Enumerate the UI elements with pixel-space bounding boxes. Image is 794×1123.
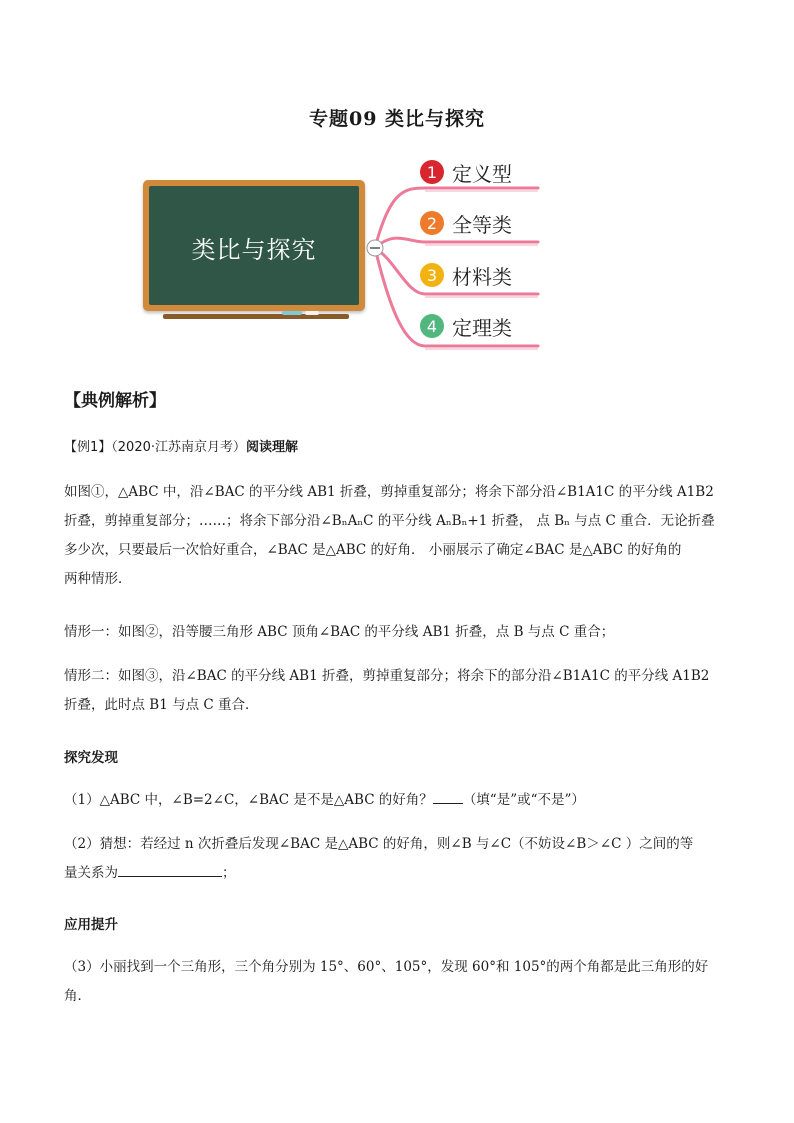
answer-blank-1[interactable] — [433, 790, 463, 804]
chalk-white — [305, 311, 319, 315]
section-heading: 【典例解析】 — [64, 391, 166, 411]
mindmap-branch-3 — [420, 261, 512, 289]
branch-label-2: 全等类 — [452, 212, 512, 237]
intro-line-1: 如图①，△ABC 中，沿∠BAC 的平分线 AB1 折叠，剪掉重复部分；将余下部分沿∠B1A1C 的平分线 A1B2 — [64, 484, 714, 500]
question-1-hint: （填“是”或“不是”） — [462, 792, 585, 808]
answer-blank-2[interactable] — [118, 863, 222, 877]
intro-line-4: 两种情形． — [64, 571, 132, 587]
question-2-line-1: （2）猜想：若经过 n 次折叠后发现∠BAC 是△ABC 的好角，则∠B 与∠C（不妨设∠B＞∠C ）之间的等 — [64, 836, 694, 852]
case-two-line-2: 折叠，此时点 B1 与点 C 重合． — [64, 697, 259, 713]
example-kind: 阅读理解 — [246, 440, 299, 455]
example-header — [64, 433, 732, 462]
question-1-text: （1）△ABC 中，∠B=2∠C，∠BAC 是不是△ABC 的好角？ — [64, 792, 433, 808]
mindmap-branch-2 — [420, 209, 512, 237]
chalk-ledge — [163, 314, 349, 319]
case-two-line-1: 情形二：如图③，沿∠BAC 的平分线 AB1 折叠，剪掉重复部分；将余下的部分沿∠B1A1C 的平分线 A1B2 — [64, 668, 710, 684]
blackboard-frame — [143, 180, 365, 311]
connector-2 — [375, 238, 538, 248]
branch-label-1: 定义型 — [452, 161, 512, 186]
apply-heading: 应用提升 — [64, 917, 118, 933]
intro-paragraph — [64, 478, 732, 594]
example-source: （2020·江苏南京月考） — [111, 440, 246, 455]
branch-number-4: 4 — [420, 314, 444, 338]
branch-label-4: 定理类 — [452, 315, 512, 340]
intro-line-2: 折叠，剪掉重复部分；……；将余下部分沿∠BₙAₙC 的平分线 AₙBₙ+1 折叠， 点 Bₙ 与点 C 重合．无论折叠 — [64, 513, 715, 529]
branch-number-1: 1 — [420, 160, 444, 184]
mindmap-branch-4 — [420, 312, 512, 340]
page-title: 专题09 类比与探究 — [308, 108, 486, 130]
question-3-line-1: （3）小丽找到一个三角形，三个角分别为 15°、60°、105°，发现 60°和 105°的两个角都是此三角形的好 — [64, 959, 709, 975]
branch-label-3: 材料类 — [452, 264, 512, 289]
chalk-blue — [282, 311, 302, 315]
question-3 — [64, 953, 732, 1011]
mindmap-branch-1 — [420, 158, 512, 186]
question-3-line-2: 角． — [64, 988, 91, 1004]
question-2-suffix: ； — [222, 865, 236, 881]
collapse-icon — [367, 240, 383, 256]
branch-number-2: 2 — [420, 211, 444, 235]
explore-heading: 探究发现 — [64, 750, 118, 766]
blackboard-surface — [149, 186, 359, 305]
question-1 — [64, 786, 732, 815]
example-tag: 【例1】 — [64, 440, 112, 455]
case-one: 情形一：如图②，沿等腰三角形 ABC 顶角∠BAC 的平分线 AB1 折叠，点 B 与点 C 重合； — [64, 624, 615, 640]
case-two — [64, 662, 732, 720]
question-2-prefix: 量关系为 — [64, 865, 118, 881]
question-2 — [64, 830, 732, 888]
blackboard-text: 类比与探究 — [191, 236, 317, 264]
branch-number-3: 3 — [420, 263, 444, 287]
intro-line-3: 多少次，只要最后一次恰好重合，∠BAC 是△ABC 的好角． 小丽展示了确定∠BAC 是△ABC 的好角的 — [64, 542, 682, 558]
